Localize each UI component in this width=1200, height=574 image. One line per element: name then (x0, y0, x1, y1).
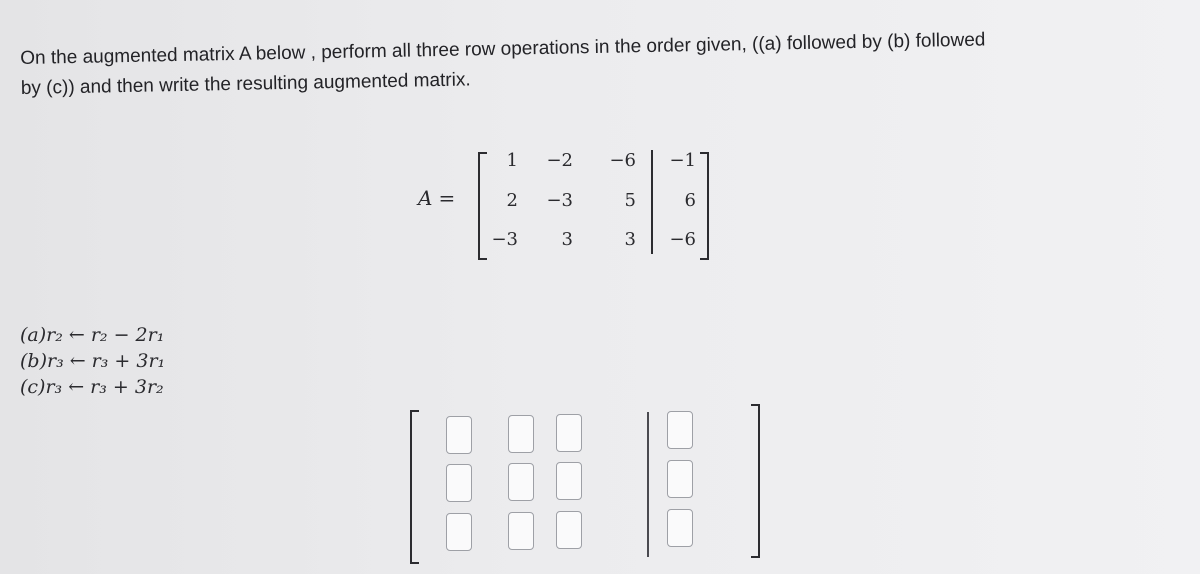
answer-cell-input[interactable] (446, 416, 472, 454)
matrix-cell: −2 (546, 150, 573, 171)
answer-augment-divider (647, 412, 649, 557)
matrix-cell: 2 (506, 190, 518, 211)
answer-cell-input[interactable] (446, 513, 472, 551)
answer-cell-input[interactable] (446, 464, 472, 502)
answer-cell-input[interactable] (508, 463, 534, 501)
answer-cell-input[interactable] (556, 511, 582, 549)
operation-b: (b)r₃ ← r₃ + 3r₁ (20, 350, 166, 372)
matrix-cell: −3 (491, 229, 518, 250)
answer-right-bracket (751, 404, 760, 558)
answer-cell-input[interactable] (508, 415, 534, 453)
equals-sign: = (438, 186, 456, 210)
matrix-cell: −1 (669, 150, 696, 171)
matrix-cell: −6 (609, 150, 636, 171)
matrix-cell: 3 (624, 229, 636, 250)
matrix-label (418, 186, 455, 210)
matrix-right-bracket (700, 152, 709, 260)
matrix-augment-divider (651, 150, 653, 254)
answer-cell-input[interactable] (556, 414, 582, 452)
row-operations (20, 322, 165, 400)
answer-cell-input[interactable] (667, 411, 693, 449)
problem-statement (20, 22, 1171, 104)
prompt-line-2: by (c)) and then write the resulting augmented matrix. (20, 69, 471, 99)
matrix-cell: 5 (624, 190, 636, 211)
answer-cell-input[interactable] (667, 460, 693, 498)
matrix-cell: −3 (546, 190, 573, 211)
answer-cell-input[interactable] (508, 512, 534, 550)
answer-cell-input[interactable] (556, 462, 582, 500)
matrix-cell: 1 (506, 150, 518, 171)
operation-a: (a)r₂ ← r₂ − 2r₁ (20, 324, 165, 346)
answer-left-bracket (410, 410, 419, 564)
matrix-cell: −6 (669, 229, 696, 250)
answer-cell-input[interactable] (667, 509, 693, 547)
matrix-cell: 3 (561, 229, 573, 250)
matrix-cell: 6 (684, 190, 696, 211)
prompt-line-1: On the augmented matrix A below , perform all three row operations in the order given, ((a) followed by (b) followed (20, 29, 986, 69)
matrix-name: A (418, 186, 433, 210)
operation-c: (c)r₃ ← r₃ + 3r₂ (20, 376, 164, 398)
